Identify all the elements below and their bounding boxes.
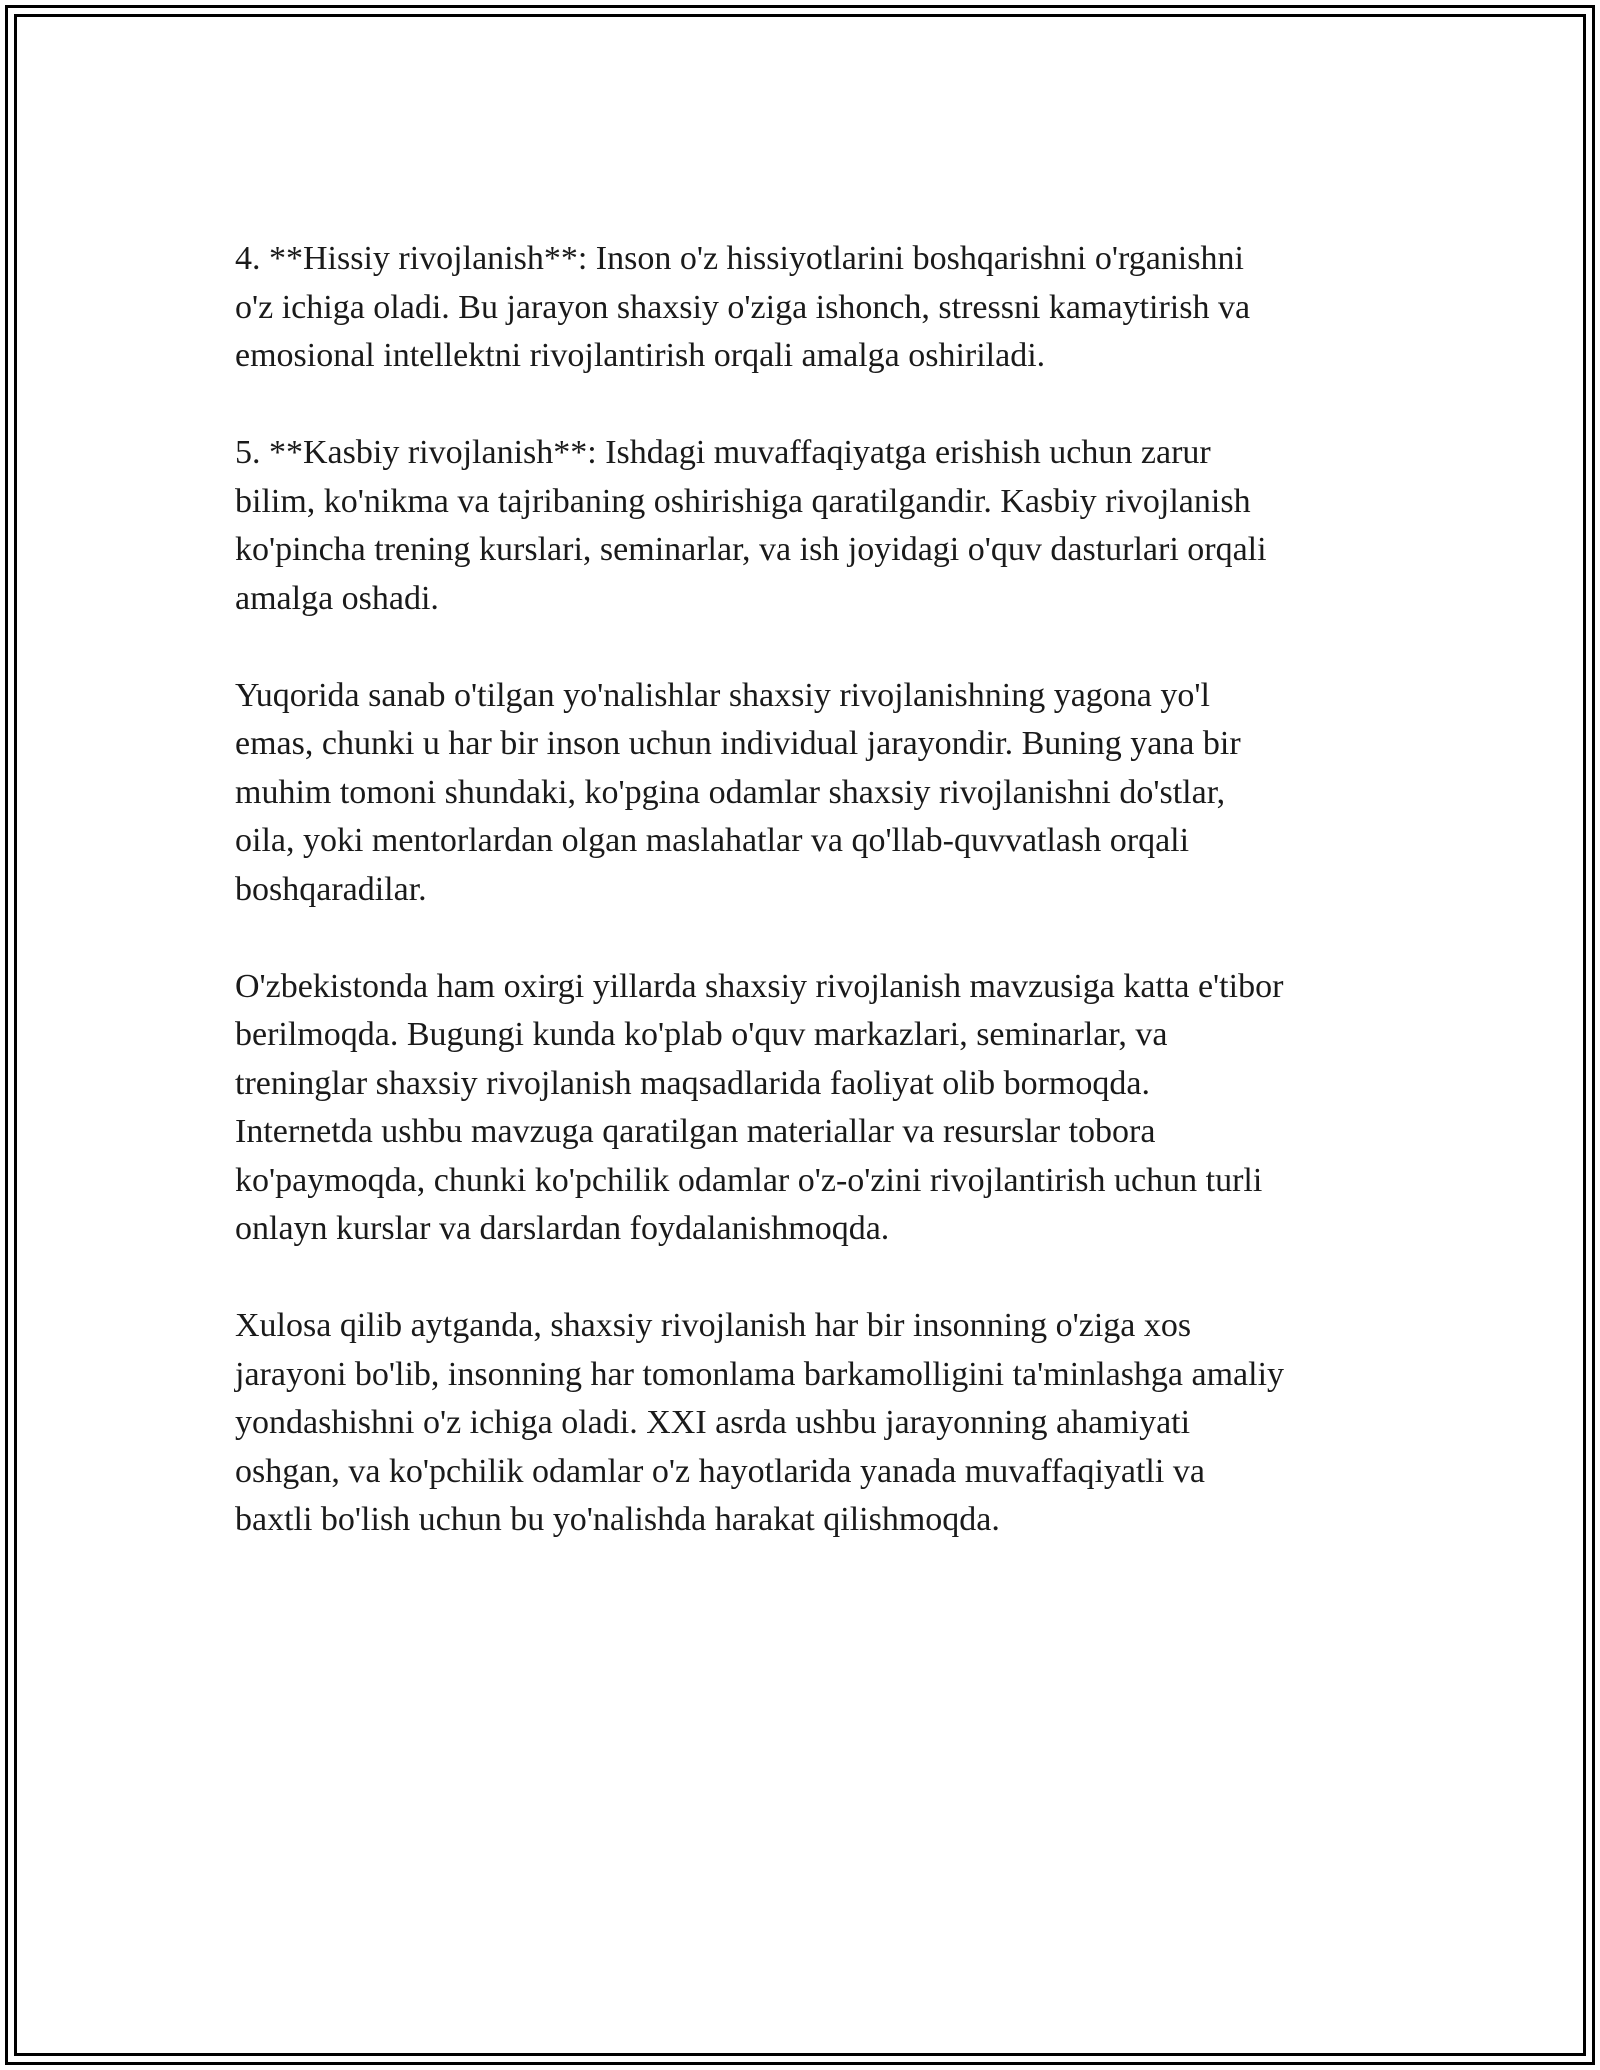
paragraph-conclusion: Xulosa qilib aytganda, shaxsiy rivojlanish har bir insonning o'ziga xos jarayoni bo'lib, insonning har tomonlama barkamolligini ta'minlashga amaliy yondashishni o'z ichiga oladi. XXI asrda ushbu jarayonning ahamiyati oshgan, va ko'pchilik odamlar o'z hayotlarida yanada muvaffaqiyatli va baxtli bo'lish uchun bu yo'nalishda harakat qilishmoqda.: [235, 1307, 1285, 1538]
paragraph-emotional-development: 4. **Hissiy rivojlanish**: Inson o'z hissiyotlarini boshqarishni o'rganishni o'z ichiga oladi. Bu jarayon shaxsiy o'ziga ishonch, stressni kamaytirish va emosional intellektni rivojlantirish orqali amalga oshiriladi.: [235, 240, 1251, 374]
document-body: [235, 235, 1365, 1545]
paragraph-individual-process: Yuqorida sanab o'tilgan yo'nalishlar shaxsiy rivojlanishning yagona yo'l emas, chunki u har bir inson uchun individual jarayondir. Buning yana bir muhim tomoni shundaki, ko'pgina odamlar shaxsiy rivojlanishni do'stlar, oila, yoki mentorlardan olgan maslahatlar va qo'llab-quvvatlash orqali boshqaradilar.: [235, 676, 1241, 908]
paragraph-uzbekistan-context: O'zbekistonda ham oxirgi yillarda shaxsiy rivojlanish mavzusiga katta e'tibor berilmoqda. Bugungi kunda ko'plab o'quv markazlari, seminarlar, va treninglar shaxsiy rivojlanish maqsadlarida faoliyat olib bormoqda. Internetda ushbu mavzuga qaratilgan materiallar va resurslar tobora ko'paymoqda, chunki ko'pchilik odamlar o'z-o'zini rivojlantirish uchun turli onlayn kurslar va darslardan foydalanishmoqda.: [235, 967, 1284, 1247]
paragraph-professional-development: 5. **Kasbiy rivojlanish**: Ishdagi muvaffaqiyatga erishish uchun zarur bilim, ko'nikma va tajribaning oshirishiga qaratilgandir. Kasbiy rivojlanish ko'pincha trening kurslari, seminarlar, va ish joyidagi o'quv dasturlari orqali amalga oshadi.: [235, 434, 1267, 617]
